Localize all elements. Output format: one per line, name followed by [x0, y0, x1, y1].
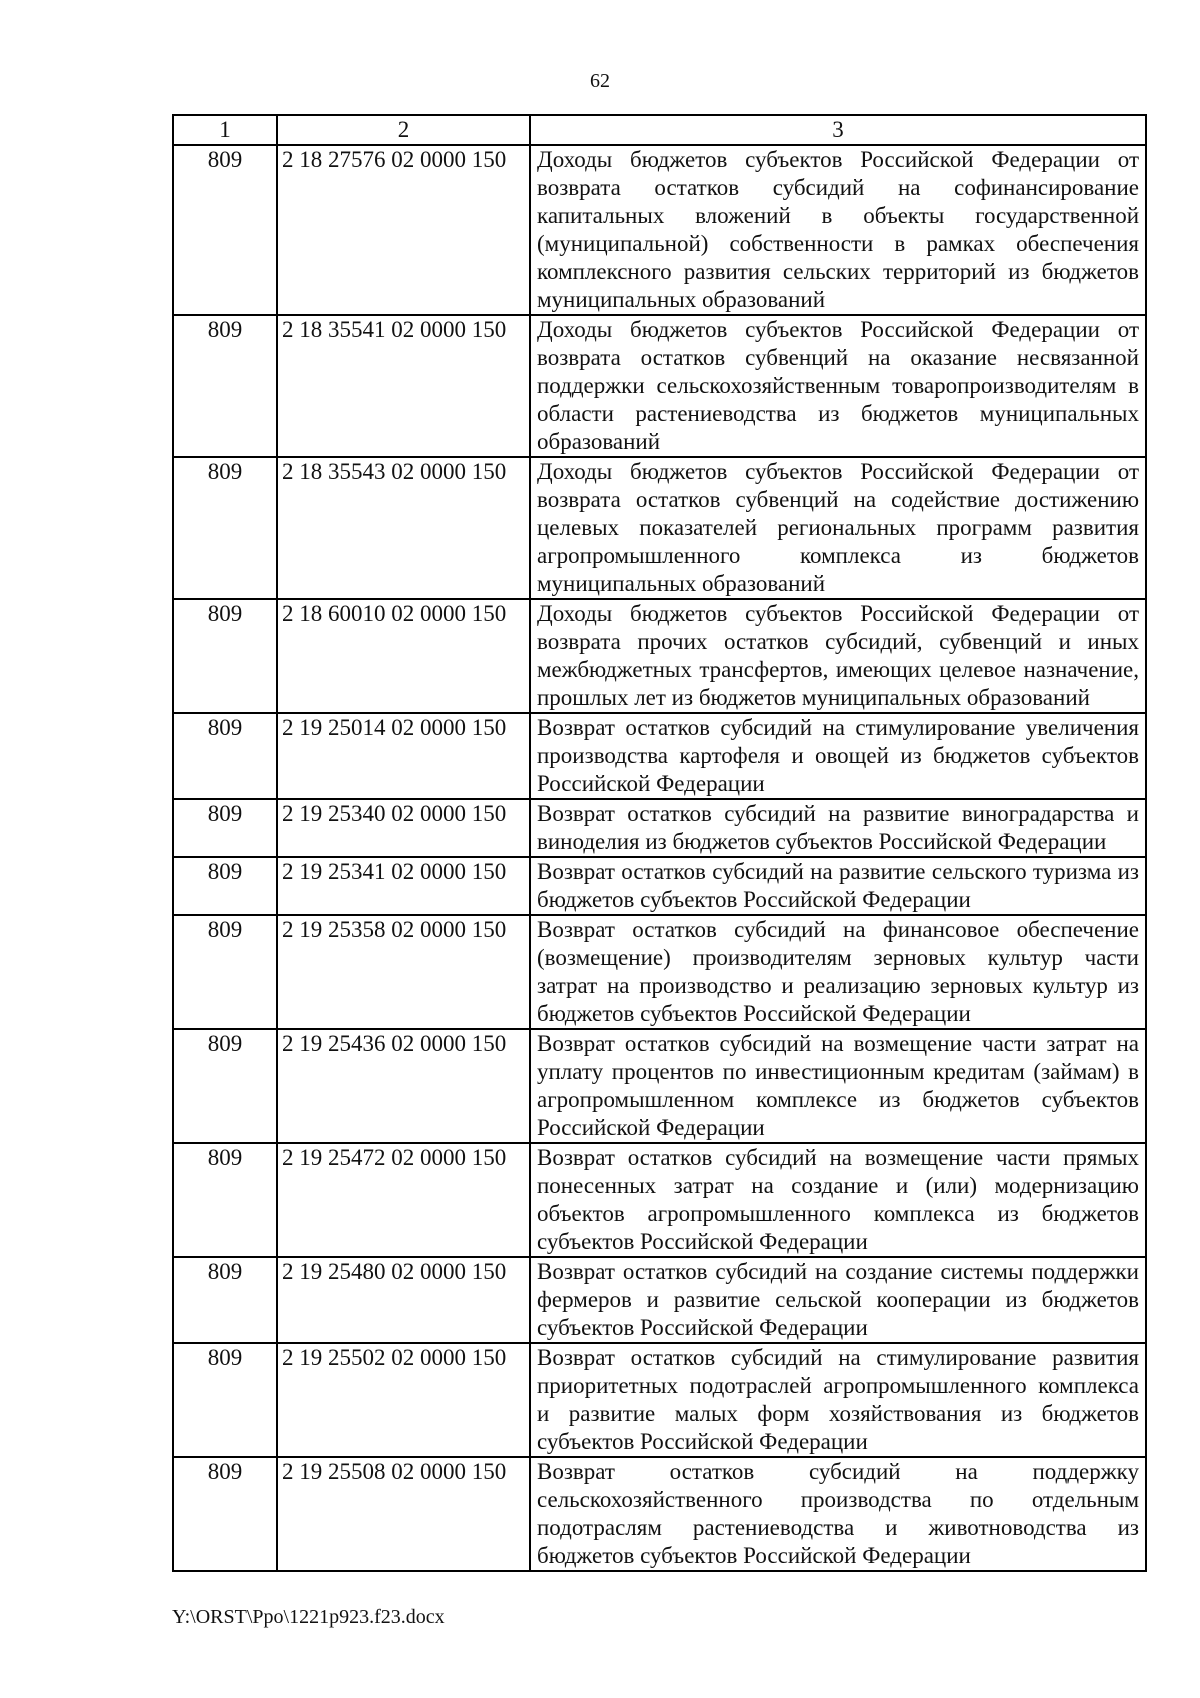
- admin-code-cell: 809: [173, 1457, 277, 1571]
- table-row: [173, 457, 1146, 599]
- table-row: [173, 1343, 1146, 1457]
- admin-code-cell: 809: [173, 457, 277, 599]
- table-row: [173, 857, 1146, 915]
- revenue-code-cell: 2 19 25340 02 0000 150: [277, 799, 530, 857]
- revenue-code-cell: 2 19 25502 02 0000 150: [277, 1343, 530, 1457]
- revenue-code-cell: 2 19 25508 02 0000 150: [277, 1457, 530, 1571]
- table-row: [173, 1457, 1146, 1571]
- revenue-code-cell: 2 19 25341 02 0000 150: [277, 857, 530, 915]
- revenue-code-cell: 2 18 35543 02 0000 150: [277, 457, 530, 599]
- admin-code-cell: 809: [173, 1143, 277, 1257]
- table-row: [173, 713, 1146, 799]
- table-row: [173, 1257, 1146, 1343]
- description-cell: Возврат остатков субсидий на стимулирование увеличения производства картофеля и овощей из бюджетов субъектов Российской Федерации: [530, 713, 1146, 799]
- admin-code-cell: 809: [173, 1029, 277, 1143]
- revenue-code-cell: 2 19 25014 02 0000 150: [277, 713, 530, 799]
- admin-code-cell: 809: [173, 1257, 277, 1343]
- file-path-footer: Y:\ORST\Ppo\1221p923.f23.docx: [172, 1606, 445, 1628]
- admin-code-cell: 809: [173, 915, 277, 1029]
- admin-code-cell: 809: [173, 713, 277, 799]
- admin-code-cell: 809: [173, 799, 277, 857]
- table-row: [173, 145, 1146, 315]
- table-row: [173, 599, 1146, 713]
- description-cell: Возврат остатков субсидий на поддержку сельскохозяйственного производства по отдельным подотраслям растениеводства и животноводства из бюджетов субъектов Российской Федерации: [530, 1457, 1146, 1571]
- description-cell: Возврат остатков субсидий на возмещение части затрат на уплату процентов по инвестиционным кредитам (займам) в агропромышленном комплексе из бюджетов субъектов Российской Федерации: [530, 1029, 1146, 1143]
- revenue-code-cell: 2 19 25472 02 0000 150: [277, 1143, 530, 1257]
- table-header-row: [173, 115, 1146, 145]
- page-number: 62: [590, 70, 610, 92]
- column-header: 3: [530, 115, 1146, 145]
- description-cell: Доходы бюджетов субъектов Российской Федерации от возврата остатков субсидий на софинансирование капитальных вложений в объекты государственной (муниципальной) собственности в рамках обеспечения комплексного развития сельских территорий из бюджетов муниципальных образований: [530, 145, 1146, 315]
- table-row: [173, 315, 1146, 457]
- admin-code-cell: 809: [173, 599, 277, 713]
- table-row: [173, 1143, 1146, 1257]
- revenue-code-cell: 2 18 35541 02 0000 150: [277, 315, 530, 457]
- revenue-code-cell: 2 18 27576 02 0000 150: [277, 145, 530, 315]
- description-cell: Возврат остатков субсидий на создание системы поддержки фермеров и развитие сельской кооперации из бюджетов субъектов Российской Федерации: [530, 1257, 1146, 1343]
- table-row: [173, 799, 1146, 857]
- table-row: [173, 915, 1146, 1029]
- admin-code-cell: 809: [173, 145, 277, 315]
- revenue-code-cell: 2 19 25480 02 0000 150: [277, 1257, 530, 1343]
- revenue-code-cell: 2 18 60010 02 0000 150: [277, 599, 530, 713]
- description-cell: Возврат остатков субсидий на развитие сельского туризма из бюджетов субъектов Российской Федерации: [530, 857, 1146, 915]
- description-cell: Доходы бюджетов субъектов Российской Федерации от возврата остатков субвенций на содействие достижению целевых показателей региональных программ развития агропромышленного комплекса из бюджетов муниципальных образований: [530, 457, 1146, 599]
- admin-code-cell: 809: [173, 1343, 277, 1457]
- description-cell: Возврат остатков субсидий на развитие виноградарства и виноделия из бюджетов субъектов Российской Федерации: [530, 799, 1146, 857]
- description-cell: Возврат остатков субсидий на стимулирование развития приоритетных подотраслей агропромышленного комплекса и развитие малых форм хозяйствования из бюджетов субъектов Российской Федерации: [530, 1343, 1146, 1457]
- revenue-code-cell: 2 19 25358 02 0000 150: [277, 915, 530, 1029]
- admin-code-cell: 809: [173, 857, 277, 915]
- description-cell: Возврат остатков субсидий на финансовое обеспечение (возмещение) производителям зерновых культур части затрат на производство и реализацию зерновых культур из бюджетов субъектов Российской Федерации: [530, 915, 1146, 1029]
- budget-classification-table: [172, 114, 1147, 1572]
- column-header: 2: [277, 115, 530, 145]
- admin-code-cell: 809: [173, 315, 277, 457]
- table-row: [173, 1029, 1146, 1143]
- column-header: 1: [173, 115, 277, 145]
- description-cell: Доходы бюджетов субъектов Российской Федерации от возврата прочих остатков субсидий, субвенций и иных межбюджетных трансфертов, имеющих целевое назначение, прошлых лет из бюджетов муниципальных образований: [530, 599, 1146, 713]
- description-cell: Доходы бюджетов субъектов Российской Федерации от возврата остатков субвенций на оказание несвязанной поддержки сельскохозяйственным товаропроизводителям в области растениеводства из бюджетов муниципальных образований: [530, 315, 1146, 457]
- revenue-code-cell: 2 19 25436 02 0000 150: [277, 1029, 530, 1143]
- description-cell: Возврат остатков субсидий на возмещение части прямых понесенных затрат на создание и (или) модернизацию объектов агропромышленного комплекса из бюджетов субъектов Российской Федерации: [530, 1143, 1146, 1257]
